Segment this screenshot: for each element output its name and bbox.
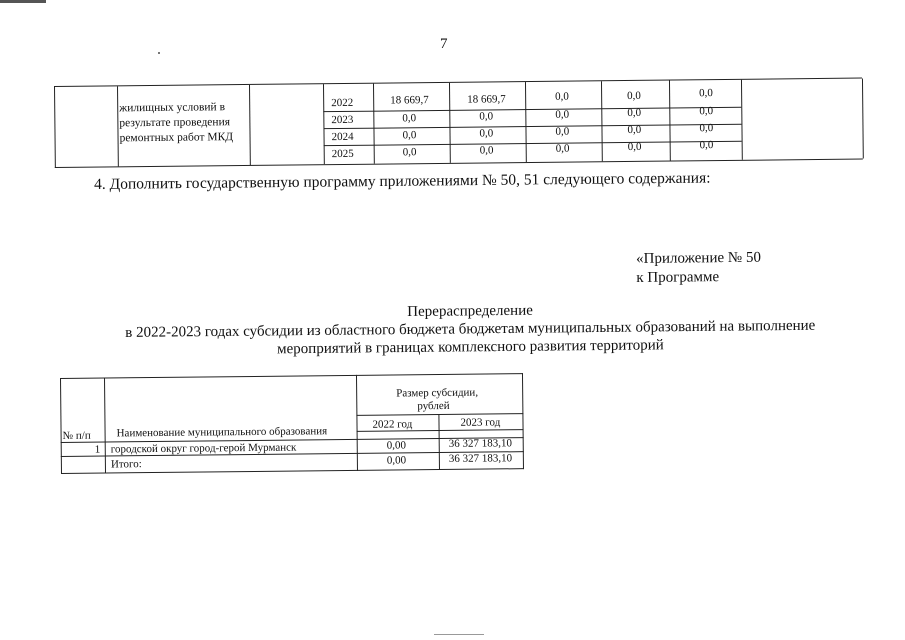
measure-description <box>119 100 233 146</box>
table-row-divider <box>323 107 741 112</box>
row-value: 0,0 <box>555 125 570 138</box>
row-number: 1 <box>94 443 101 456</box>
table-row-divider <box>324 141 742 146</box>
row-value: 0,0 <box>555 108 570 121</box>
total-amount-2022: 0,00 <box>386 454 407 467</box>
row-value: 0,0 <box>699 87 713 100</box>
row-value: 0,0 <box>699 105 714 118</box>
title-line: в 2022-2023 годах субсидии из областного бюджета бюджетам муниципальных образований на выполнение <box>125 317 816 341</box>
row-value: 0,0 <box>555 90 569 103</box>
table-border <box>60 373 523 379</box>
paragraph-4: 4. Дополнить государственную программу приложениями № 50, 51 следующего содержания: <box>94 169 711 193</box>
table-divider <box>249 85 251 165</box>
header-municipality: Наименование муниципального образования <box>116 425 328 440</box>
row-year: 2024 <box>331 130 354 144</box>
appendix-heading <box>636 249 761 288</box>
table-divider <box>356 375 358 471</box>
table-divider <box>449 83 451 163</box>
table-divider <box>323 84 325 164</box>
title-line: Перераспределение <box>407 302 533 320</box>
row-year: 2023 <box>331 113 354 127</box>
table-row-divider <box>323 124 741 129</box>
row-value: 0,0 <box>479 110 494 123</box>
row-value: 0,0 <box>402 129 417 142</box>
row-value: 0,0 <box>627 106 642 119</box>
row-amount-2023: 36 327 183,10 <box>448 437 513 450</box>
table-divider <box>669 81 671 161</box>
header-number: № п/п <box>62 429 91 442</box>
description-line: результате проведения <box>119 116 231 130</box>
row-value: 18 669,7 <box>390 94 429 107</box>
table-divider <box>104 378 106 474</box>
appendix-line: «Приложение № 50 <box>636 249 761 267</box>
table-border <box>522 373 524 469</box>
row-value: 0,0 <box>402 146 417 159</box>
header-year-2022: 2022 год <box>372 418 413 431</box>
table-divider <box>525 82 527 162</box>
table-divider <box>741 80 743 160</box>
total-amount-2023: 36 327 183,10 <box>448 452 513 465</box>
scan-corner-mark <box>0 0 46 3</box>
row-value: 0,0 <box>627 140 642 153</box>
row-value: 18 669,7 <box>467 93 506 106</box>
row-value: 0,0 <box>479 144 494 157</box>
row-municipality: городской округ город-герой Мурманск <box>110 441 297 456</box>
row-amount-2022: 0,00 <box>386 439 407 452</box>
table-divider <box>438 414 440 470</box>
row-value: 0,0 <box>627 89 641 102</box>
table-divider <box>601 81 603 161</box>
header-amount: Размер субсидии, <box>396 386 479 400</box>
header-year-2023: 2023 год <box>460 416 501 429</box>
scan-bottom-mark <box>434 634 484 635</box>
row-value: 0,0 <box>402 112 417 125</box>
title-line: мероприятий в границах комплексного развития территорий <box>277 337 664 358</box>
row-year: 2025 <box>331 147 354 161</box>
row-value: 0,0 <box>699 139 714 152</box>
subsidy-table <box>60 373 526 474</box>
continuation-table <box>54 78 863 168</box>
row-value: 0,0 <box>555 142 570 155</box>
description-line: ремонтных работ МКД <box>119 131 234 145</box>
row-year: 2022 <box>331 96 354 110</box>
row-value: 0,0 <box>699 122 714 135</box>
table-border <box>60 378 62 474</box>
row-value: 0,0 <box>627 123 642 136</box>
header-amount-unit: рублей <box>417 399 450 413</box>
document-title <box>120 299 821 360</box>
appendix-line: к Программе <box>636 269 720 286</box>
description-line: жилищных условий в <box>119 101 226 115</box>
row-value: 0,0 <box>479 127 494 140</box>
scan-dot <box>158 52 160 54</box>
table-divider <box>373 84 375 164</box>
page-number: 7 <box>440 36 448 52</box>
table-divider <box>862 79 864 159</box>
total-label: Итого: <box>110 458 142 471</box>
